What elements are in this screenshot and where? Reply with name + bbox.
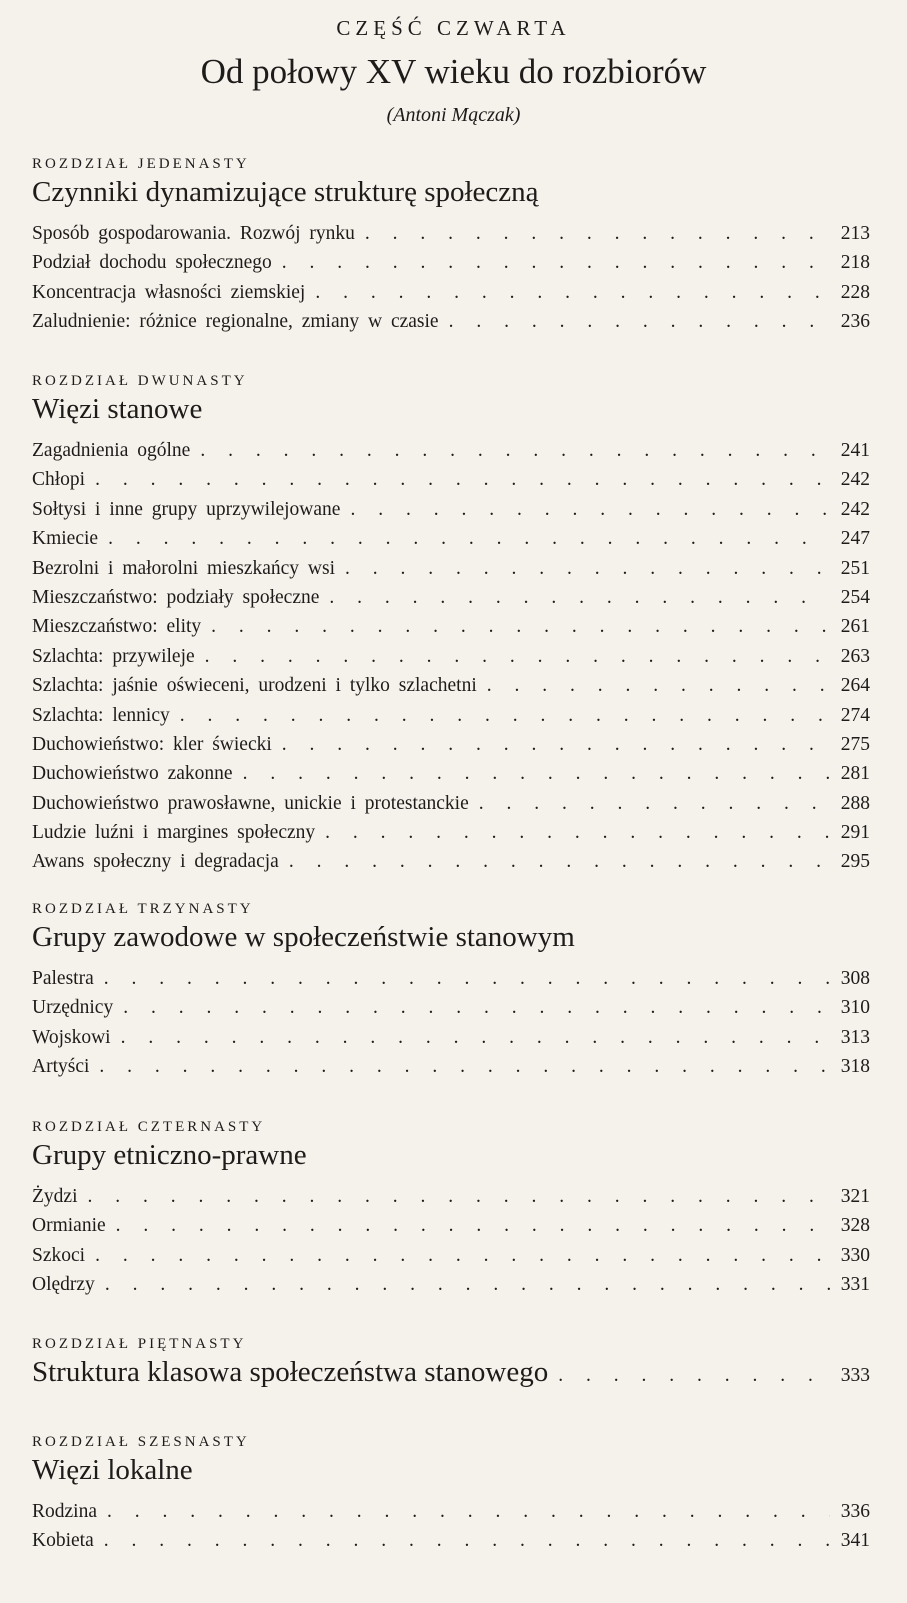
entry-title: Szlachta: jaśnie oświeceni, urodzeni i tylko szlachetni — [32, 675, 477, 697]
dot-leader — [108, 524, 830, 553]
dot-leader — [365, 219, 830, 248]
entry-title: Sołtysi i inne grupy uprzywilejowane — [32, 498, 341, 520]
entry-title: Duchowieństwo zakonne — [32, 763, 233, 785]
entry-title: Zagadnienia ogólne — [32, 440, 191, 461]
chapter-title-row — [32, 1353, 870, 1393]
entry-page-number: 318 — [840, 1056, 870, 1078]
entry-page-number: 321 — [840, 1186, 870, 1207]
toc-entry — [32, 1241, 870, 1270]
chapter-section — [32, 155, 870, 337]
chapter-label: ROZDZIAŁ DWUNASTY — [32, 373, 248, 389]
entry-title: Olędrzy — [32, 1274, 95, 1296]
entry-page-number: 242 — [840, 498, 870, 520]
toc-entry — [32, 248, 870, 277]
toc-entry — [32, 1497, 870, 1526]
toc-entry — [32, 789, 870, 818]
toc-entry — [32, 1052, 870, 1081]
dot-leader — [107, 1497, 830, 1526]
toc-entry — [32, 495, 870, 524]
entry-page-number: 254 — [840, 586, 870, 608]
chapter-section — [32, 900, 870, 1082]
part-title: Od połowy XV wieku do rozbiorów — [200, 52, 707, 91]
entry-title: Szlachta: przywileje — [32, 645, 195, 667]
dot-leader — [487, 671, 830, 700]
entry-title: Duchowieństwo prawosławne, unickie i protestanckie — [32, 792, 469, 814]
toc-entry — [32, 964, 870, 993]
entry-page-number: 331 — [840, 1274, 870, 1296]
entry-page-number: 261 — [840, 616, 870, 638]
toc-entry — [32, 583, 870, 612]
entry-list — [32, 219, 870, 337]
entry-title: Szkoci — [32, 1244, 86, 1266]
entry-title: Mieszczaństwo: elity — [32, 616, 202, 638]
toc-entry — [32, 701, 870, 730]
part-label: CZĘŚĆ CZWARTA — [336, 16, 571, 40]
entry-title: Artyści — [32, 1056, 90, 1078]
entry-title: Wojskowi — [32, 1026, 111, 1048]
dot-leader — [99, 1052, 830, 1081]
dot-leader — [95, 465, 830, 494]
part-author: (Antoni Mączak) — [386, 104, 521, 126]
entry-page-number: 336 — [840, 1501, 870, 1522]
entry-page-number: 247 — [840, 528, 870, 550]
toc-entry — [32, 1270, 870, 1299]
entry-page-number: 236 — [840, 311, 870, 333]
entry-page-number: 228 — [840, 281, 870, 303]
entry-title: Sposób gospodarowania. Rozwój rynku — [32, 223, 355, 244]
toc-entry — [32, 847, 870, 876]
toc-entry — [32, 554, 870, 583]
chapter-label: ROZDZIAŁ JEDENASTY — [32, 156, 250, 172]
entry-title: Urzędnicy — [32, 997, 114, 1019]
dot-leader — [116, 1211, 830, 1240]
entry-page-number: 281 — [840, 763, 870, 785]
entry-page-number: 328 — [840, 1215, 870, 1237]
chapter-section — [32, 372, 870, 877]
chapter-title: Struktura klasowa społeczeństwa stanowego — [32, 1356, 549, 1388]
chapter-section — [32, 1118, 870, 1300]
entry-page-number: 242 — [840, 469, 870, 491]
chapter-section — [32, 1433, 870, 1556]
toc-entry — [32, 993, 870, 1022]
entry-page-number: 213 — [840, 223, 870, 244]
entry-title: Chłopi — [32, 469, 86, 491]
entry-page-number: 310 — [840, 997, 870, 1019]
entry-title: Bezrolni i małorolni mieszkańcy wsi — [32, 557, 336, 579]
dot-leader — [121, 1023, 830, 1052]
toc-entry — [32, 759, 870, 788]
dot-leader — [325, 818, 830, 847]
toc-entry — [32, 278, 870, 307]
entry-page-number: 275 — [840, 733, 870, 755]
dot-leader — [345, 554, 830, 583]
chapter-title: Więzi lokalne — [32, 1454, 193, 1486]
chapter-label: ROZDZIAŁ CZTERNASTY — [32, 1119, 266, 1135]
entry-title: Szlachta: lennicy — [32, 704, 170, 726]
entry-title: Ludzie luźni i margines społeczny — [32, 822, 316, 844]
dot-leader — [350, 495, 830, 524]
entry-page-number: 218 — [840, 252, 870, 274]
entry-page-number: 291 — [840, 822, 870, 844]
toc-entry — [32, 730, 870, 759]
toc-entry — [32, 1526, 870, 1555]
entry-title: Żydzi — [32, 1186, 78, 1207]
chapter-label: ROZDZIAŁ PIĘTNASTY — [32, 1336, 247, 1352]
toc-entry — [32, 436, 870, 465]
chapter-title: Czynniki dynamizujące strukturę społeczną — [32, 176, 539, 208]
entry-page-number: 341 — [840, 1530, 870, 1552]
entry-title: Duchowieństwo: kler świecki — [32, 733, 272, 755]
dot-leader — [104, 1526, 830, 1555]
toc-entry — [32, 219, 870, 248]
entry-title: Kmiecie — [32, 528, 99, 550]
toc-entry — [32, 642, 870, 671]
entry-page-number: 295 — [840, 851, 870, 873]
toc-entry — [32, 612, 870, 641]
dot-leader — [95, 1241, 830, 1270]
entry-list — [32, 1182, 870, 1300]
entry-page-number: 241 — [840, 440, 870, 461]
toc-entry — [32, 465, 870, 494]
chapter-label: ROZDZIAŁ TRZYNASTY — [32, 901, 254, 917]
entry-page-number: 313 — [840, 1026, 870, 1048]
dot-leader — [180, 701, 830, 730]
dot-leader — [87, 1182, 830, 1211]
entry-title: Ormianie — [32, 1215, 106, 1237]
entry-title: Kobieta — [32, 1530, 94, 1552]
dot-leader — [289, 847, 830, 876]
chapter-label: ROZDZIAŁ SZESNASTY — [32, 1434, 250, 1450]
dot-leader — [329, 583, 830, 612]
entry-title: Awans społeczny i degradacja — [32, 851, 279, 873]
toc-entry — [32, 671, 870, 700]
entry-title: Palestra — [32, 968, 94, 989]
dot-leader — [105, 1270, 830, 1299]
dot-leader — [243, 759, 830, 788]
chapter-title: Grupy etniczno-prawne — [32, 1139, 307, 1171]
chapter-title: Grupy zawodowe w społeczeństwie stanowym — [32, 921, 575, 953]
entry-page-number: 263 — [840, 645, 870, 667]
entry-page-number: 288 — [840, 792, 870, 814]
toc-entry — [32, 818, 870, 847]
entry-title: Koncentracja własności ziemskiej — [32, 281, 306, 303]
entry-page-number: 274 — [840, 704, 870, 726]
toc-entry — [32, 1182, 870, 1211]
dot-leader — [123, 993, 830, 1022]
entry-page-number: 308 — [840, 968, 870, 989]
entry-page-number: 251 — [840, 557, 870, 579]
dot-leader — [282, 730, 830, 759]
entry-title: Zaludnienie: różnice regionalne, zmiany w czasie — [32, 311, 439, 333]
dot-leader — [200, 436, 830, 465]
chapter-section — [32, 1335, 870, 1393]
entry-page-number: 330 — [840, 1244, 870, 1266]
chapter-page-number: 333 — [840, 1365, 870, 1386]
chapter-title: Więzi stanowe — [32, 393, 203, 425]
dot-leader — [104, 964, 830, 993]
entry-list — [32, 964, 870, 1082]
entry-title: Rodzina — [32, 1501, 97, 1522]
entry-title: Podział dochodu społecznego — [32, 252, 272, 274]
dot-leader — [449, 307, 830, 336]
dot-leader — [479, 789, 830, 818]
entry-list — [32, 436, 870, 877]
entry-list — [32, 1497, 870, 1556]
toc-entry — [32, 1211, 870, 1240]
entry-title: Mieszczaństwo: podziały społeczne — [32, 586, 320, 608]
dot-leader — [205, 642, 830, 671]
dot-leader — [282, 248, 830, 277]
toc-entry — [32, 524, 870, 553]
dot-leader — [558, 1357, 830, 1395]
toc-entry — [32, 307, 870, 336]
entry-page-number: 264 — [840, 675, 870, 697]
dot-leader — [315, 278, 830, 307]
dot-leader — [211, 612, 830, 641]
toc-entry — [32, 1023, 870, 1052]
